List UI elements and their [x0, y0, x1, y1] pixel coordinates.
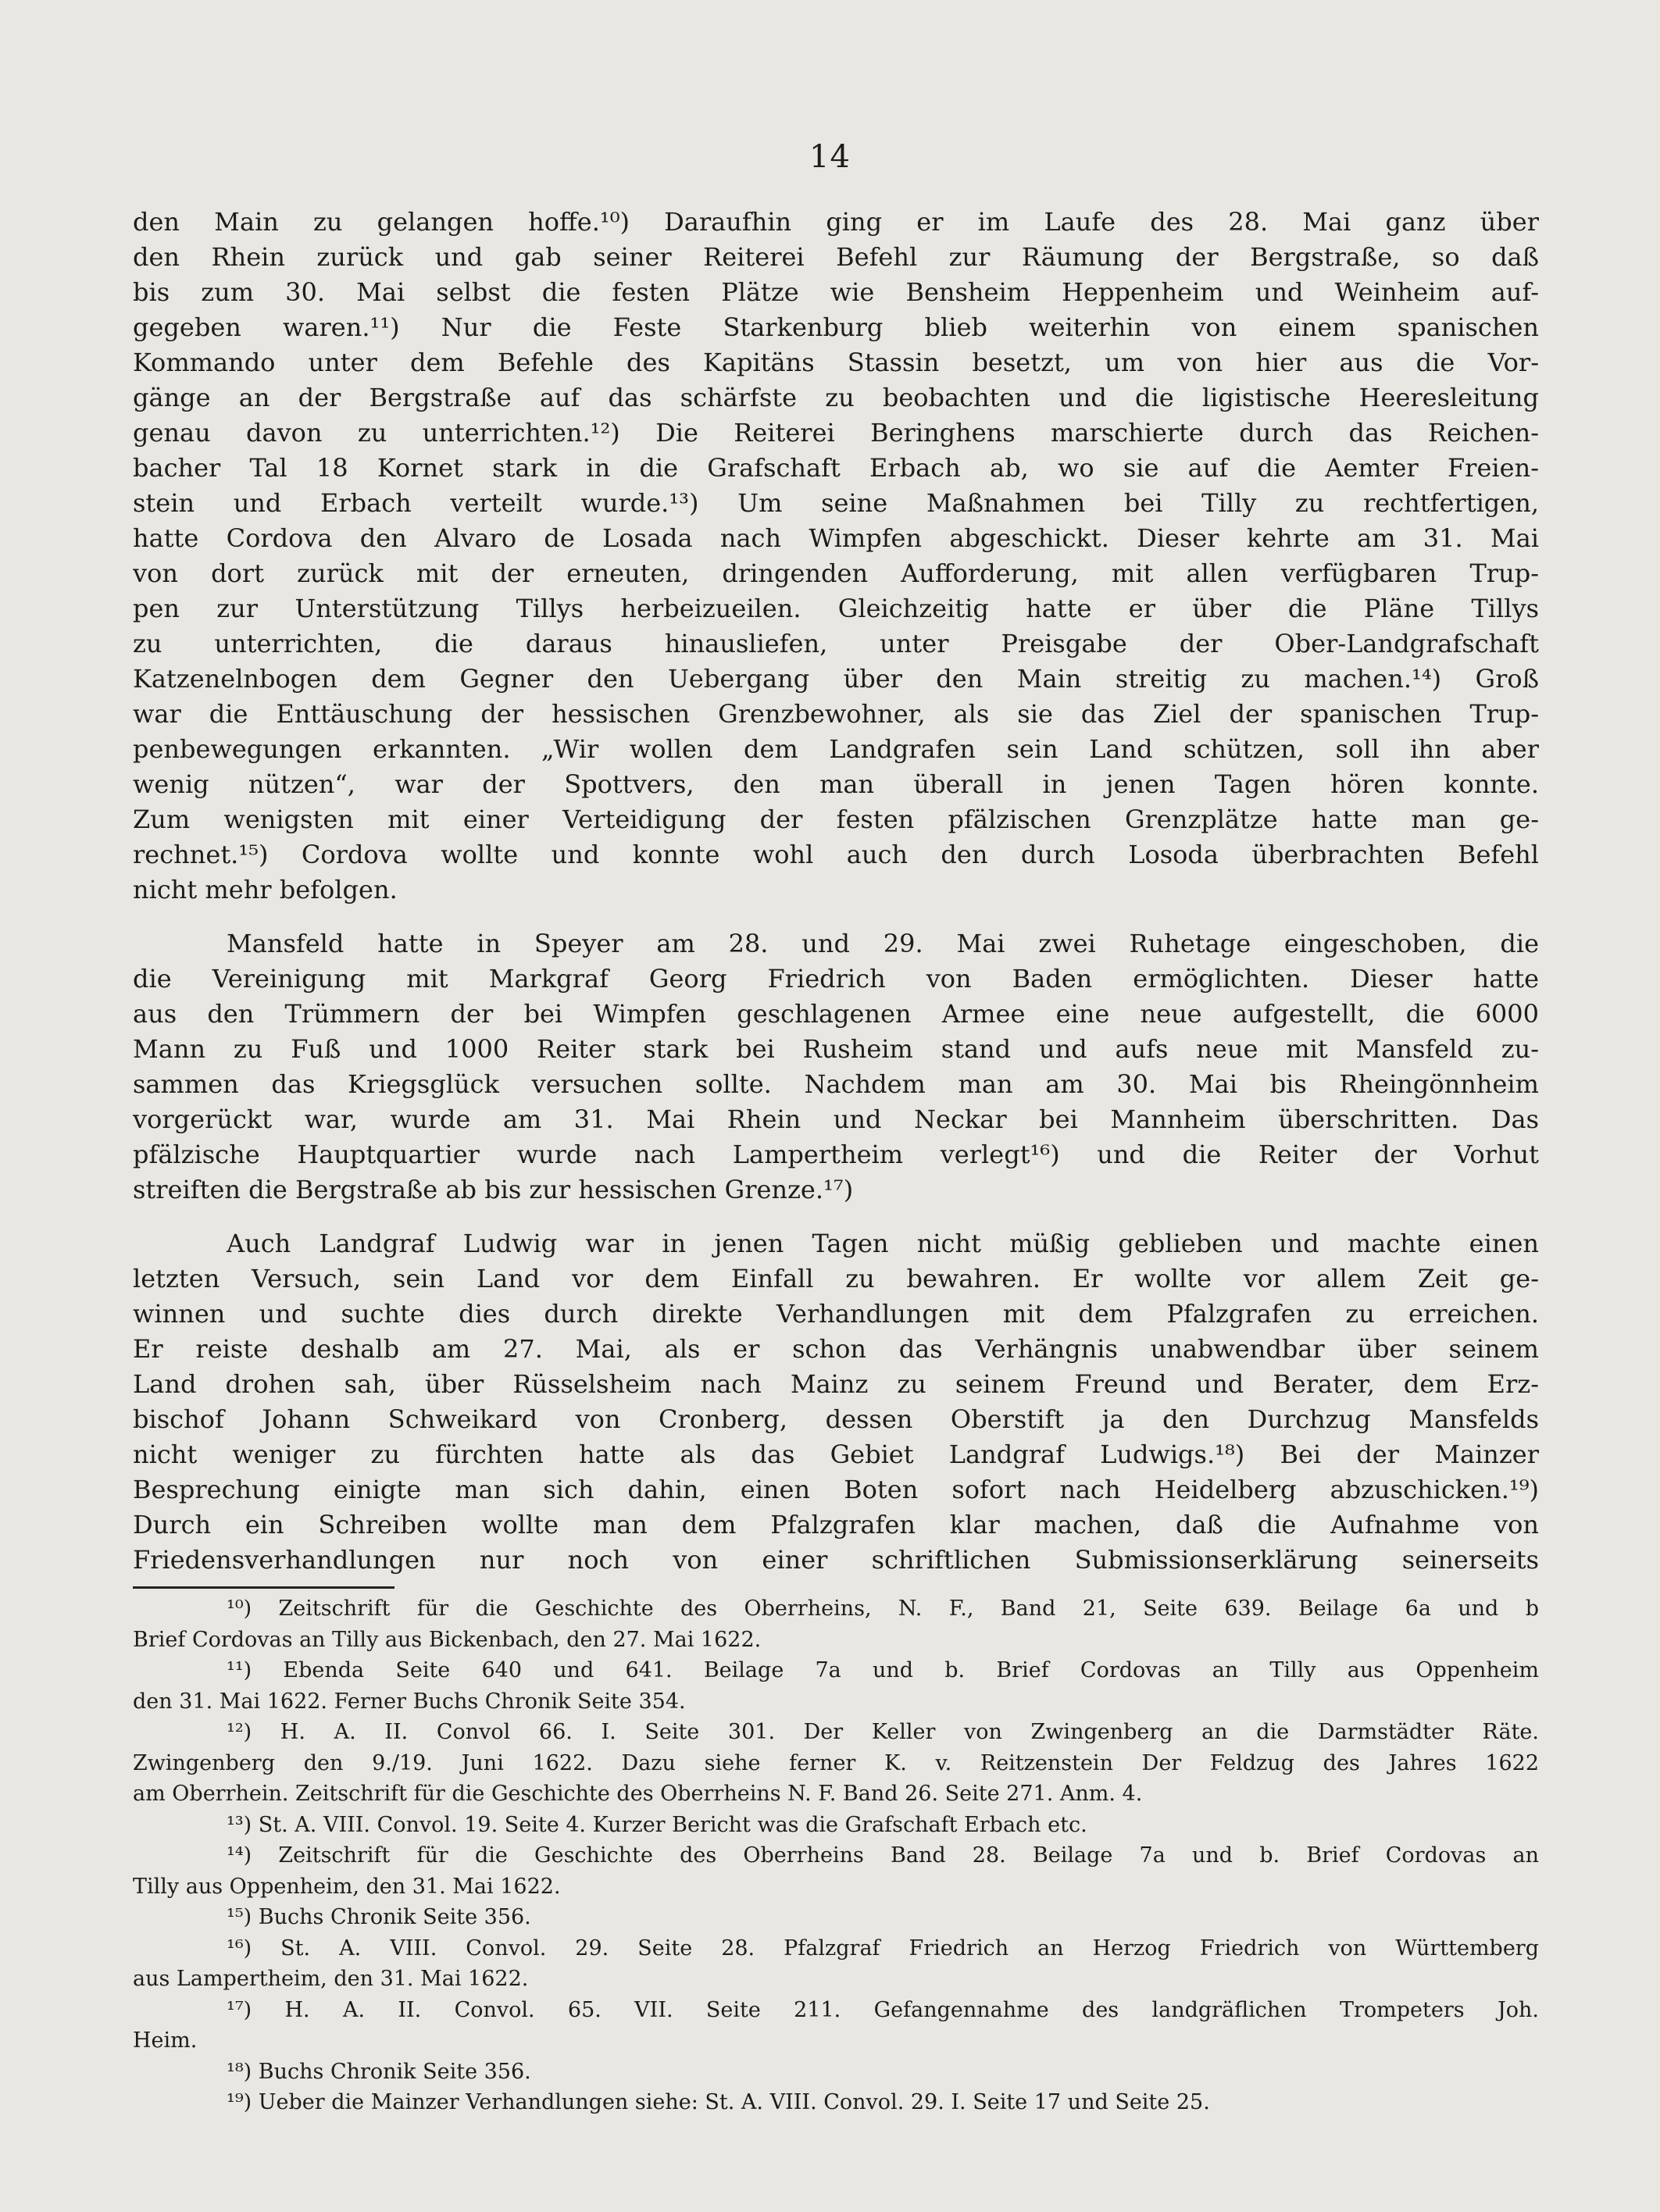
text-line: Zum wenigsten mit einer Verteidigung der festen pfälzischen Grenzplätze hatte man ge- [133, 805, 1539, 834]
paragraph [133, 205, 1539, 908]
footnote-rule [133, 1586, 394, 1589]
footnote-line: Zwingenberg den 9./19. Juni 1622. Dazu siehe ferner K. v. Reitzenstein Der Feldzug des Jahres 1622 [133, 1750, 1539, 1775]
footnote [133, 1655, 1539, 1717]
footnote-line: ¹⁶) St. A. VIII. Convol. 29. Seite 28. Pfalzgraf Friedrich an Herzog Friedrich von Württemberg [227, 1936, 1539, 1960]
text-line: Land drohen sah, über Rüsselsheim nach Mainz zu seinem Freund und Berater, dem Erz- [133, 1369, 1539, 1399]
page-number: 14 [809, 139, 851, 175]
text-line: gänge an der Bergstraße auf das schärfste zu beobachten und die ligistische Heeresleitung [133, 383, 1539, 412]
text-line: Friedensverhandlungen nur noch von einer schriftlichen Submissionserklärung seinerseits [133, 1545, 1539, 1575]
footnote-line: ¹⁹) Ueber die Mainzer Verhandlungen siehe: St. A. VIII. Convol. 29. I. Seite 17 und Seite 25. [227, 2090, 1210, 2114]
footnote [133, 1840, 1539, 1902]
paragraph [133, 926, 1539, 1208]
footnote-line: aus Lampertheim, den 31. Mai 1622. [133, 1967, 529, 1991]
text-line: penbewegungen erkannten. „Wir wollen dem Landgrafen sein Land schützen, soll ihn aber [133, 734, 1539, 764]
text-line: Auch Landgraf Ludwig war in jenen Tagen nicht müßig geblieben und machte einen [227, 1229, 1539, 1258]
footnote [133, 1933, 1539, 1995]
text-line: genau davon zu unterrichten.¹²) Die Reiterei Beringhens marschierte durch das Reichen- [133, 418, 1539, 448]
text-line: Mansfeld hatte in Speyer am 28. und 29. Mai zwei Ruhetage eingeschoben, die [227, 929, 1539, 958]
footnote [133, 1902, 1539, 1933]
text-line: war die Enttäuschung der hessischen Grenzbewohner, als sie das Ziel der spanischen Trup- [133, 699, 1539, 729]
text-line: aus den Trümmern der bei Wimpfen geschlagenen Armee eine neue aufgestellt, die 6000 [133, 999, 1539, 1029]
text-line: streiften die Bergstraße ab bis zur hessischen Grenze.¹⁷) [133, 1175, 854, 1204]
text-line: zu unterrichten, die daraus hinausliefen, unter Preisgabe der Ober-Landgrafschaft [133, 629, 1539, 658]
text-line: rechnet.¹⁵) Cordova wollte und konnte wohl auch den durch Losoda überbrachten Befehl [133, 840, 1539, 869]
footnote-line: ¹⁰) Zeitschrift für die Geschichte des Oberrheins, N. F., Band 21, Seite 639. Beilage 6a und b [227, 1597, 1539, 1621]
footnote [133, 1717, 1539, 1810]
text-line: Kommando unter dem Befehle des Kapitäns Stassin besetzt, um von hier aus die Vor- [133, 348, 1539, 377]
main-text [133, 205, 1539, 1578]
footnote [133, 2057, 1539, 2088]
footnote-line: ¹⁷) H. A. II. Convol. 65. VII. Seite 211. Gefangennahme des landgräflichen Trompeters Joh. [227, 1997, 1539, 2022]
footnote-line: ¹⁴) Zeitschrift für die Geschichte des Oberrheins Band 28. Beilage 7a und b. Brief Cordovas an [227, 1843, 1539, 1868]
paragraph-gap [133, 908, 1539, 926]
footnote-line: ¹²) H. A. II. Convol 66. I. Seite 301. Der Keller von Zwingenberg an die Darmstädter Räte. [227, 1720, 1539, 1744]
footnote-line: Tilly aus Oppenheim, den 31. Mai 1622. [133, 1874, 561, 1899]
text-line: Er reiste deshalb am 27. Mai, als er schon das Verhängnis unabwendbar über seinem [133, 1334, 1539, 1364]
text-line: Besprechung einigte man sich dahin, einen Boten sofort nach Heidelberg abzuschicken.¹⁹) [133, 1475, 1539, 1504]
text-line: vorgerückt war, wurde am 31. Mai Rhein und Neckar bei Mannheim überschritten. Das [133, 1104, 1539, 1134]
text-line: sammen das Kriegsglück versuchen sollte. Nachdem man am 30. Mai bis Rheingönnheim [133, 1069, 1539, 1099]
footnote-line: ¹³) St. A. VIII. Convol. 19. Seite 4. Kurzer Bericht was die Grafschaft Erbach etc. [227, 1812, 1087, 1837]
footnote-line: ¹⁵) Buchs Chronik Seite 356. [227, 1905, 531, 1929]
text-line: bacher Tal 18 Kornet stark in die Grafschaft Erbach ab, wo sie auf die Aemter Freien- [133, 453, 1539, 483]
footnote [133, 2087, 1539, 2118]
text-line: Mann zu Fuß und 1000 Reiter stark bei Rusheim stand und aufs neue mit Mansfeld zu- [133, 1034, 1539, 1064]
text-line: Durch ein Schreiben wollte man dem Pfalzgrafen klar machen, daß die Aufnahme von [133, 1510, 1539, 1539]
footnote [133, 1810, 1539, 1841]
text-line: den Main zu gelangen hoffe.¹⁰) Daraufhin ging er im Laufe des 28. Mai ganz über [133, 207, 1539, 237]
footnote-line: ¹⁸) Buchs Chronik Seite 356. [227, 2059, 531, 2084]
footnote [133, 1995, 1539, 2057]
footnote-line: am Oberrhein. Zeitschrift für die Geschichte des Oberrheins N. F. Band 26. Seite 271. Anm. 4. [133, 1782, 1143, 1806]
footnote-line: den 31. Mai 1622. Ferner Buchs Chronik Seite 354. [133, 1689, 686, 1714]
text-line: von dort zurück mit der erneuten, dringenden Aufforderung, mit allen verfügbaren Trup- [133, 558, 1539, 588]
text-line: hatte Cordova den Alvaro de Losada nach Wimpfen abgeschickt. Dieser kehrte am 31. Mai [133, 523, 1539, 553]
text-line: winnen und suchte dies durch direkte Verhandlungen mit dem Pfalzgrafen zu erreichen. [133, 1299, 1539, 1329]
text-line: die Vereinigung mit Markgraf Georg Friedrich von Baden ermöglichten. Dieser hatte [133, 964, 1539, 994]
text-line: pfälzische Hauptquartier wurde nach Lampertheim verlegt¹⁶) und die Reiter der Vorhut [133, 1140, 1539, 1169]
footnote [133, 1593, 1539, 1655]
text-line: bis zum 30. Mai selbst die festen Plätze wie Bensheim Heppenheim und Weinheim auf- [133, 277, 1539, 307]
text-line: gegeben waren.¹¹) Nur die Feste Starkenburg blieb weiterhin von einem spanischen [133, 312, 1539, 342]
text-line: nicht mehr befolgen. [133, 875, 398, 904]
footnotes [133, 1593, 1539, 2118]
text-line: stein und Erbach verteilt wurde.¹³) Um seine Maßnahmen bei Tilly zu rechtfertigen, [133, 488, 1539, 518]
paragraph [133, 1226, 1539, 1578]
paragraph-gap [133, 1208, 1539, 1226]
text-line: Katzenelnbogen dem Gegner den Uebergang über den Main streitig zu machen.¹⁴) Groß [133, 664, 1539, 694]
text-line: bischof Johann Schweikard von Cronberg, dessen Oberstift ja den Durchzug Mansfelds [133, 1404, 1539, 1434]
text-line: nicht weniger zu fürchten hatte als das Gebiet Landgraf Ludwigs.¹⁸) Bei der Mainzer [133, 1440, 1539, 1469]
footnote-line: ¹¹) Ebenda Seite 640 und 641. Beilage 7a und b. Brief Cordovas an Tilly aus Oppenheim [227, 1658, 1539, 1682]
text-line: letzten Versuch, sein Land vor dem Einfall zu bewahren. Er wollte vor allem Zeit ge- [133, 1264, 1539, 1293]
text-line: pen zur Unterstützung Tillys herbeizueilen. Gleichzeitig hatte er über die Pläne Tillys [133, 594, 1539, 623]
text-line: wenig nützen“, war der Spottvers, den man überall in jenen Tagen hören konnte. [133, 769, 1539, 799]
footnote-line: Heim. [133, 2028, 198, 2053]
footnote-line: Brief Cordovas an Tilly aus Bickenbach, den 27. Mai 1622. [133, 1627, 762, 1652]
text-line: den Rhein zurück und gab seiner Reiterei Befehl zur Räumung der Bergstraße, so daß [133, 242, 1539, 272]
